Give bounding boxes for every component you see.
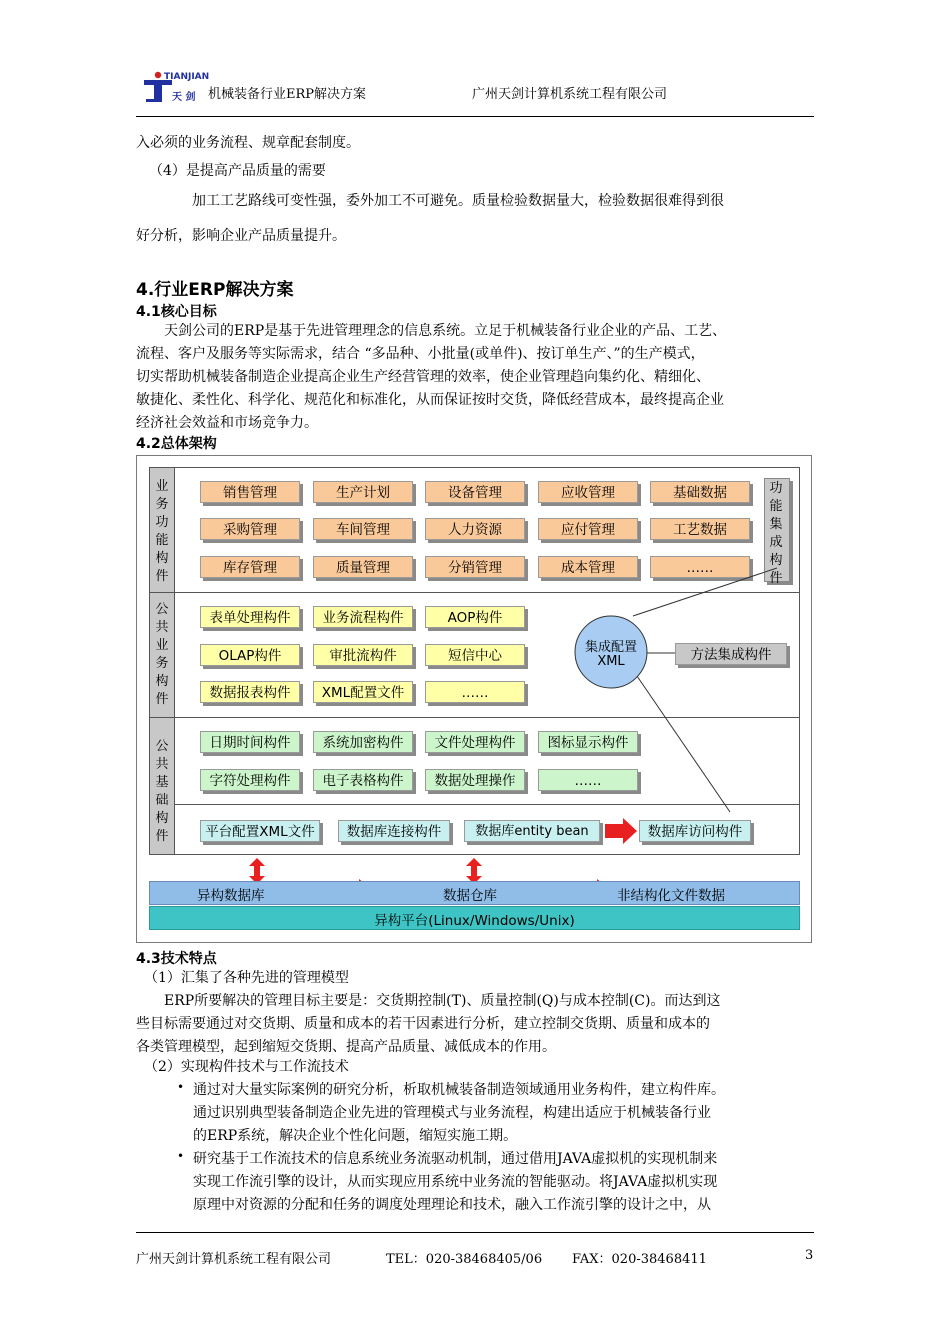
- item4-title: （4）是提高产品质量的需要: [149, 163, 326, 179]
- module-workshop: 车间管理: [313, 518, 413, 540]
- row-label-common-business: 公共业务构件: [155, 602, 169, 707]
- component-base-more: ……: [538, 769, 638, 791]
- module-inventory: 库存管理: [200, 556, 300, 578]
- bullet2-line: 实现工作流引擎的设计，从而实现应用系统中业务流的智能驱动。将JAVA虚拟机实现: [193, 1174, 718, 1190]
- component-icon-display: 图标显示构件: [538, 731, 638, 753]
- s43-item1-title: （1）汇集了各种先进的管理模型: [144, 970, 349, 986]
- header-company: 广州天剑计算机系统工程有限公司: [472, 87, 668, 102]
- component-aop: AOP构件: [425, 606, 525, 628]
- unstructured-data-label: 非结构化文件数据: [617, 888, 725, 904]
- bullet2-line: 研究基于工作流技术的信息系统业务流驱动机制，通过借用JAVA虚拟机的实现机制来: [193, 1151, 718, 1167]
- s41-paragraph-line: 敏捷化、柔性化、科学化、规范化和标准化，从而保证按时交货，降低经营成本，最终提高企业: [136, 392, 724, 408]
- component-string: 字符处理构件: [200, 769, 300, 791]
- method-integration-component: 方法集成构件: [675, 643, 787, 665]
- module-base-data: 基础数据: [650, 481, 750, 503]
- component-file: 文件处理构件: [425, 731, 525, 753]
- row-label-business: 业务功能构件: [155, 479, 169, 584]
- module-equipment: 设备管理: [425, 481, 525, 503]
- component-form: 表单处理构件: [200, 606, 300, 628]
- module-receivables: 应收管理: [538, 481, 638, 503]
- item4-line: 加工工艺路线可变性强，委外加工不可避免。质量检验数据量大，检验数据很难得到很: [192, 193, 724, 209]
- component-xml-config: XML配置文件: [313, 681, 413, 703]
- row-label-common-base: 公共基础构件: [155, 739, 169, 844]
- footer-fax: FAX：020-38468411: [572, 1252, 707, 1267]
- heterogeneous-db-label: 异构数据库: [197, 888, 265, 904]
- footer-company: 广州天剑计算机系统工程有限公司: [136, 1252, 332, 1267]
- bullet-dot: •: [177, 1080, 185, 1094]
- footer-tel: TEL：020-38468405/06: [386, 1252, 543, 1267]
- function-integration-label: 功能集成构件: [769, 481, 783, 586]
- section42-heading: 4.2总体架构: [136, 436, 217, 452]
- section43-heading: 4.3技术特点: [136, 951, 217, 967]
- module-more: ……: [650, 556, 750, 578]
- bullet2-line: 原理中对资源的分配和任务的调度处理理论和技术，融入工作流引擎的设计之中，从: [193, 1197, 711, 1213]
- db-entity-bean: 数据库entity bean: [464, 820, 600, 842]
- diagram-arrows: [137, 456, 813, 944]
- component-business-flow: 业务流程构件: [313, 606, 413, 628]
- architecture-diagram: [136, 455, 812, 943]
- s41-paragraph-line: 切实帮助机械装备制造企业提高企业生产经营管理的效率，使企业管理趋向集约化、精细化、: [136, 369, 710, 385]
- integration-circle-line1: 集成配置: [584, 640, 637, 655]
- component-spreadsheet: 电子表格构件: [313, 769, 413, 791]
- component-data-ops: 数据处理操作: [425, 769, 525, 791]
- s41-paragraph-line: 流程、客户及服务等实际需求，结合 “多品种、小批量(或单件)、按订单生产、”的生产模式，: [136, 346, 705, 362]
- s41-paragraph-line: 经济社会效益和市场竞争力。: [136, 415, 318, 431]
- logo-chinese: 天 剑: [172, 92, 196, 103]
- logo-english: TIANJIAN: [164, 72, 210, 82]
- page-number: 3: [805, 1248, 814, 1263]
- s43-item1-line: 些目标需要通过对交货期、质量和成本的若干因素进行分析，建立控制交货期、质量和成本的: [136, 1016, 710, 1032]
- s43-item1-line: ERP所要解决的管理目标主要是：交货期控制(T)、质量控制(Q)与成本控制(C)。而达到这: [164, 993, 721, 1009]
- s43-item1-line: 各类管理模型，起到缩短交货期、提高产品质量、减低成本的作用。: [136, 1039, 556, 1055]
- module-quality: 质量管理: [313, 556, 413, 578]
- s41-paragraph-line: 天剑公司的ERP是基于先进管理理念的信息系统。立足于机械装备行业企业的产品、工艺、: [164, 323, 727, 339]
- component-more: ……: [425, 681, 525, 703]
- bullet1-line: 的ERP系统，解决企业个性化问题，缩短实施工期。: [193, 1128, 518, 1144]
- module-distribution: 分销管理: [425, 556, 525, 578]
- doc-title: 机械装备行业ERP解决方案: [208, 87, 367, 102]
- component-datetime: 日期时间构件: [200, 731, 300, 753]
- module-purchasing: 采购管理: [200, 518, 300, 540]
- db-access-component: 数据库访问构件: [639, 820, 751, 842]
- data-warehouse-label: 数据仓库: [443, 888, 497, 904]
- bullet1-line: 通过识别典型装备制造企业先进的管理模式与业务流程，构建出适应于机械装备行业: [193, 1105, 711, 1121]
- header-rule: [136, 116, 814, 117]
- item4-line: 好分析，影响企业产品质量提升。: [136, 228, 346, 244]
- component-olap: OLAP构件: [200, 644, 300, 666]
- module-payables: 应付管理: [538, 518, 638, 540]
- integration-circle-line2: XML: [597, 654, 625, 669]
- platform-bar-label: 异构平台(Linux/Windows/Unix): [374, 913, 575, 929]
- component-report: 数据报表构件: [200, 681, 300, 703]
- intro-line: 入必须的业务流程、规章配套制度。: [136, 135, 360, 151]
- s43-item2-title: （2）实现构件技术与工作流技术: [144, 1059, 349, 1075]
- section41-heading: 4.1核心目标: [136, 304, 217, 320]
- component-sms-center: 短信中心: [425, 644, 525, 666]
- module-production-plan: 生产计划: [313, 481, 413, 503]
- footer-rule: [136, 1232, 814, 1233]
- module-hr: 人力资源: [425, 518, 525, 540]
- module-sales: 销售管理: [200, 481, 300, 503]
- module-cost: 成本管理: [538, 556, 638, 578]
- module-process-data: 工艺数据: [650, 518, 750, 540]
- component-encryption: 系统加密构件: [313, 731, 413, 753]
- section4-heading: 4.行业ERP解决方案: [136, 280, 294, 300]
- bullet-dot: •: [177, 1149, 185, 1163]
- platform-xml-config: 平台配置XML文件: [200, 820, 320, 842]
- db-connection-component: 数据库连接构件: [338, 820, 450, 842]
- component-approval-flow: 审批流构件: [313, 644, 413, 666]
- bullet1-line: 通过对大量实际案例的研究分析，析取机械装备制造领域通用业务构件，建立构件库。: [193, 1082, 725, 1098]
